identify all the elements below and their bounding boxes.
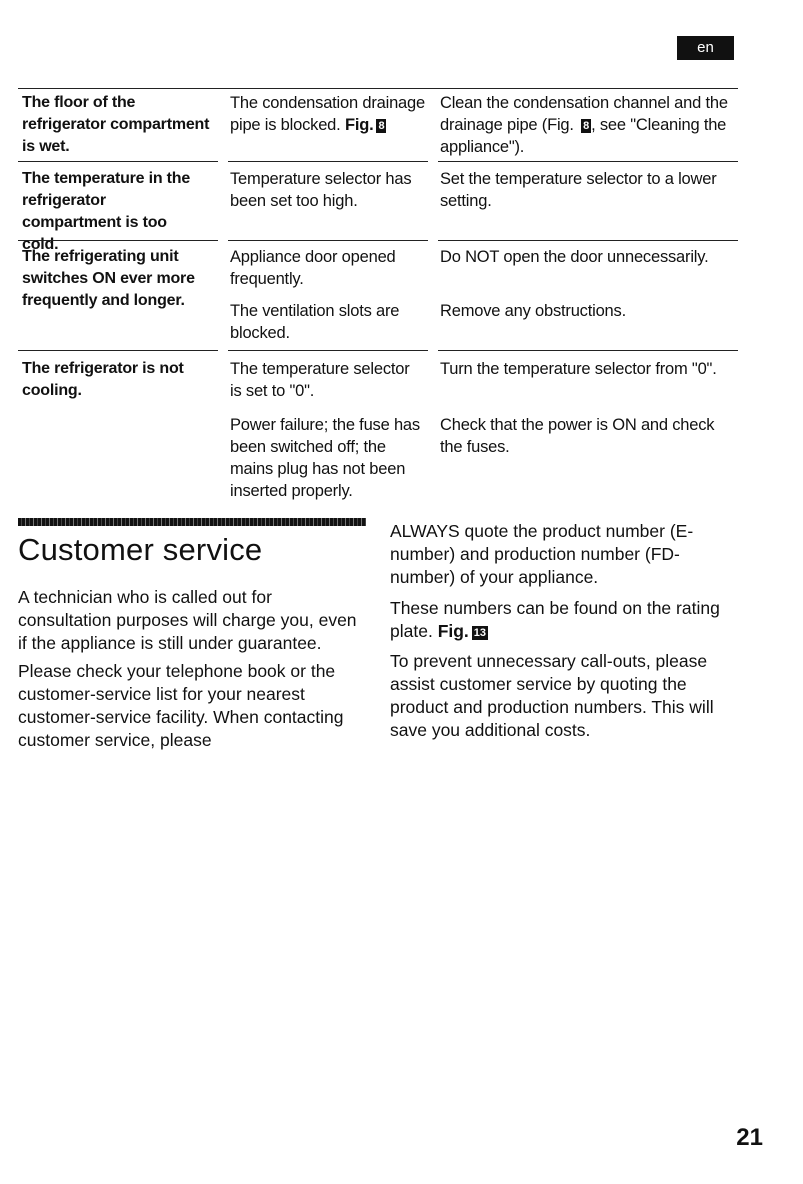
problem-text: The refrigerator is not cooling. xyxy=(22,360,184,399)
cause-text: Temperature selector has been set too high. xyxy=(230,170,412,210)
page-number: 21 xyxy=(736,1124,763,1151)
body-paragraph: To prevent unnecessary call-outs, please assist customer service by quoting the product and production numbers. This will save you additional costs. xyxy=(390,651,714,740)
problem-text: The floor of the refrigerator compartment is wet. xyxy=(22,94,210,155)
section-title: Customer service xyxy=(18,532,263,567)
remedy-text: Clean the condensation channel and the drainage pipe (Fig. 8 , see "Cleaning the appliance"). xyxy=(440,94,728,156)
remedy-text: Remove any obstructions. xyxy=(440,302,626,320)
body-paragraph: These numbers can be found on the rating plate. Fig. 13 xyxy=(390,598,720,641)
cause-text: The temperature selector is set to "0". xyxy=(230,360,410,400)
body-paragraph: Please check your telephone book or the customer-service list for your nearest customer-service facility. When contacting customer service, please xyxy=(18,661,344,750)
cause-text: Power failure; the fuse has been switched off; the mains plug has not been inserted properly. xyxy=(230,416,420,500)
row-divider xyxy=(18,350,218,351)
row-divider xyxy=(228,161,428,162)
remedy-text: Turn the temperature selector from "0". xyxy=(440,360,717,378)
figure-number-badge: 13 xyxy=(473,627,487,639)
figure-reference: Fig. 13 xyxy=(437,621,487,641)
cause-text: The condensation drainage pipe is blocked. Fig. 8 xyxy=(230,94,425,134)
row-divider xyxy=(438,350,738,351)
row-divider xyxy=(438,161,738,162)
section-rule xyxy=(18,518,366,526)
body-paragraph: A technician who is called out for consultation purposes will charge you, even if the appliance is still under guarantee. xyxy=(18,587,357,653)
row-divider xyxy=(228,350,428,351)
problem-text: The refrigerating unit switches ON ever more frequently and longer. xyxy=(22,248,195,309)
figure-number-badge: 8 xyxy=(378,120,385,132)
problem-text: The temperature in the refrigerator compartment is too cold. xyxy=(22,170,191,253)
row-divider xyxy=(18,240,218,241)
remedy-text: Do NOT open the door unnecessarily. xyxy=(440,248,709,266)
body-paragraph: ALWAYS quote the product number (E-number) and production number (FD-number) of your appliance. xyxy=(390,521,694,587)
cause-text: Appliance door opened frequently. xyxy=(230,248,396,288)
figure-reference: Fig. 8 xyxy=(344,116,385,134)
row-divider xyxy=(438,240,738,241)
figure-number-badge: 8 xyxy=(583,120,590,132)
cause-text: The ventilation slots are blocked. xyxy=(230,302,400,342)
remedy-text: Set the temperature selector to a lower setting. xyxy=(440,170,717,210)
remedy-text: Check that the power is ON and check the fuses. xyxy=(440,416,715,456)
row-divider xyxy=(228,240,428,241)
language-badge: en xyxy=(677,36,734,60)
table-rule xyxy=(18,88,738,89)
row-divider xyxy=(18,161,218,162)
